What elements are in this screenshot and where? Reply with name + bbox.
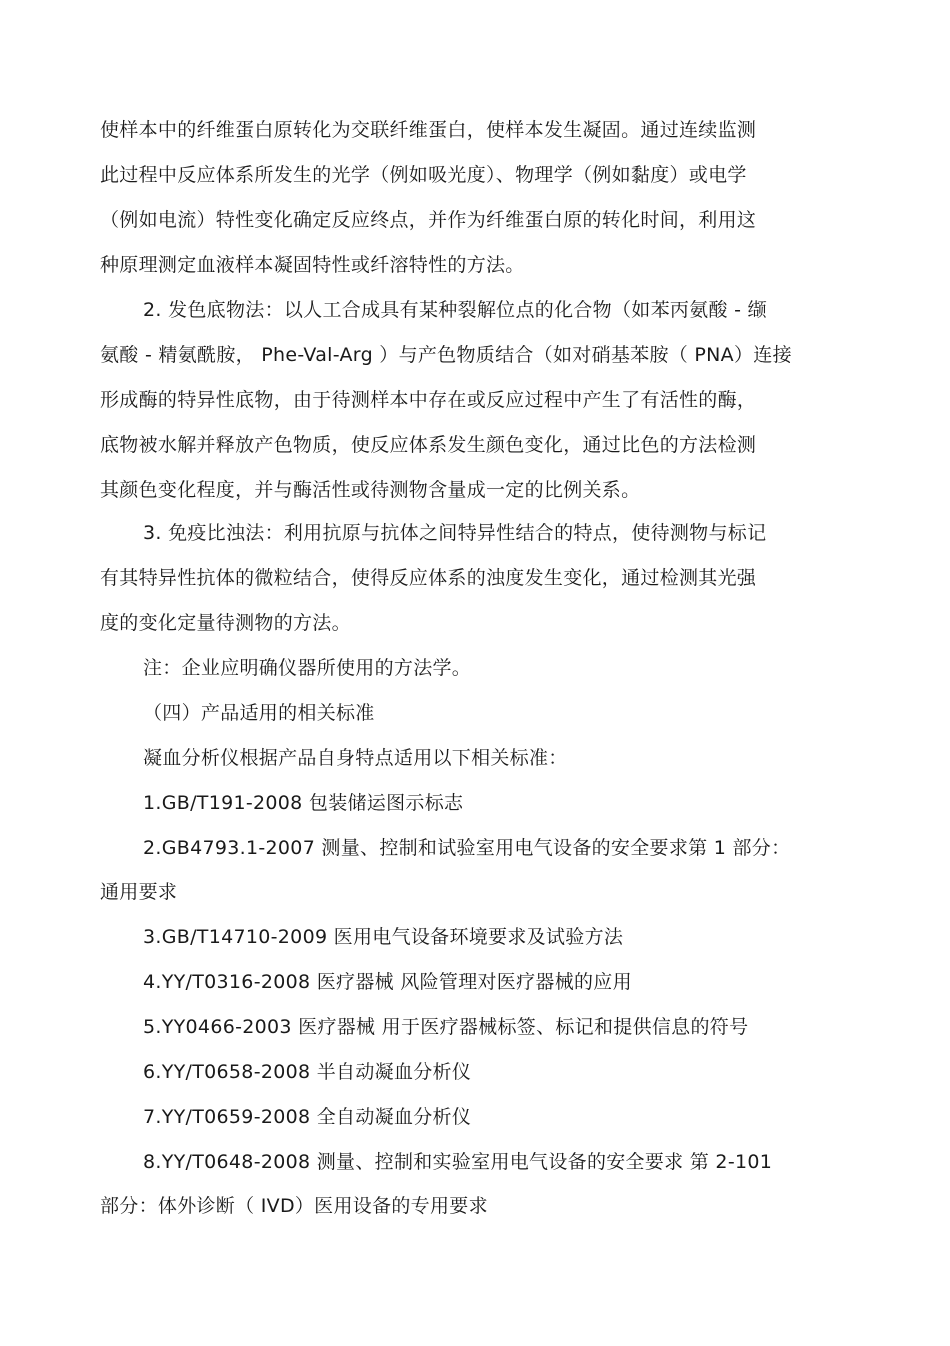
immunoturbidimetry-line-3: 度的变化定量待测物的方法。 [100,612,351,634]
immunoturbidimetry-line-2: 有其特异性抗体的微粒结合，使得反应体系的浊度发生变化，通过检测其光强 [100,567,757,589]
section-heading: （四）产品适用的相关标准 [143,702,375,724]
chromogenic-method-line-3: 形成酶的特异性底物，由于待测样本中存在或反应过程中产生了有活性的酶， [100,389,757,411]
standard-item-3: 3.GB/T14710-2009 医用电气设备环境要求及试验方法 [143,926,624,948]
standard-item-5: 5.YY0466-2003 医疗器械 用于医疗器械标签、标记和提供信息的符号 [143,1016,749,1038]
standard-item-4: 4.YY/T0316-2008 医疗器械 风险管理对医疗器械的应用 [143,971,632,993]
chromogenic-method-line-5: 其颜色变化程度，并与酶活性或待测物含量成一定的比例关系。 [100,479,641,501]
standard-item-8-cont: 部分：体外诊断（ IVD）医用设备的专用要求 [100,1195,488,1217]
chromogenic-method-line-1: 2. 发色底物法：以人工合成具有某种裂解位点的化合物（如苯丙氨酸 - 缬 [143,299,767,321]
note-line: 注：企业应明确仪器所使用的方法学。 [143,657,472,679]
standard-item-7: 7.YY/T0659-2008 全自动凝血分析仪 [143,1106,472,1128]
body-line-3: （例如电流）特性变化确定反应终点，并作为纤维蛋白原的转化时间，利用这 [100,209,757,231]
chromogenic-method-line-2: 氨酸 - 精氨酰胺， Phe-Val-Arg ）与产色物质结合（如对硝基苯胺（ PNA）连接 [100,344,792,366]
standards-intro: 凝血分析仪根据产品自身特点适用以下相关标准： [143,747,568,769]
standard-item-1: 1.GB/T191-2008 包装储运图示标志 [143,792,464,814]
standard-item-6: 6.YY/T0658-2008 半自动凝血分析仪 [143,1061,472,1083]
standard-item-2: 2.GB4793.1-2007 测量、控制和试验室用电气设备的安全要求第 1 部分： [143,837,791,859]
immunoturbidimetry-line-1: 3. 免疫比浊法：利用抗原与抗体之间特异性结合的特点，使待测物与标记 [143,522,767,544]
body-line-4: 种原理测定血液样本凝固特性或纤溶特性的方法。 [100,254,525,276]
chromogenic-method-line-4: 底物被水解并释放产色物质，使反应体系发生颜色变化，通过比色的方法检测 [100,434,757,456]
body-line-1: 使样本中的纤维蛋白原转化为交联纤维蛋白，使样本发生凝固。通过连续监测 [100,119,757,141]
standard-item-8: 8.YY/T0648-2008 测量、控制和实验室用电气设备的安全要求 第 2-101 [143,1151,773,1173]
standard-item-2-cont: 通用要求 [100,881,178,903]
body-line-2: 此过程中反应体系所发生的光学（例如吸光度）、物理学（例如黏度）或电学 [100,164,747,186]
